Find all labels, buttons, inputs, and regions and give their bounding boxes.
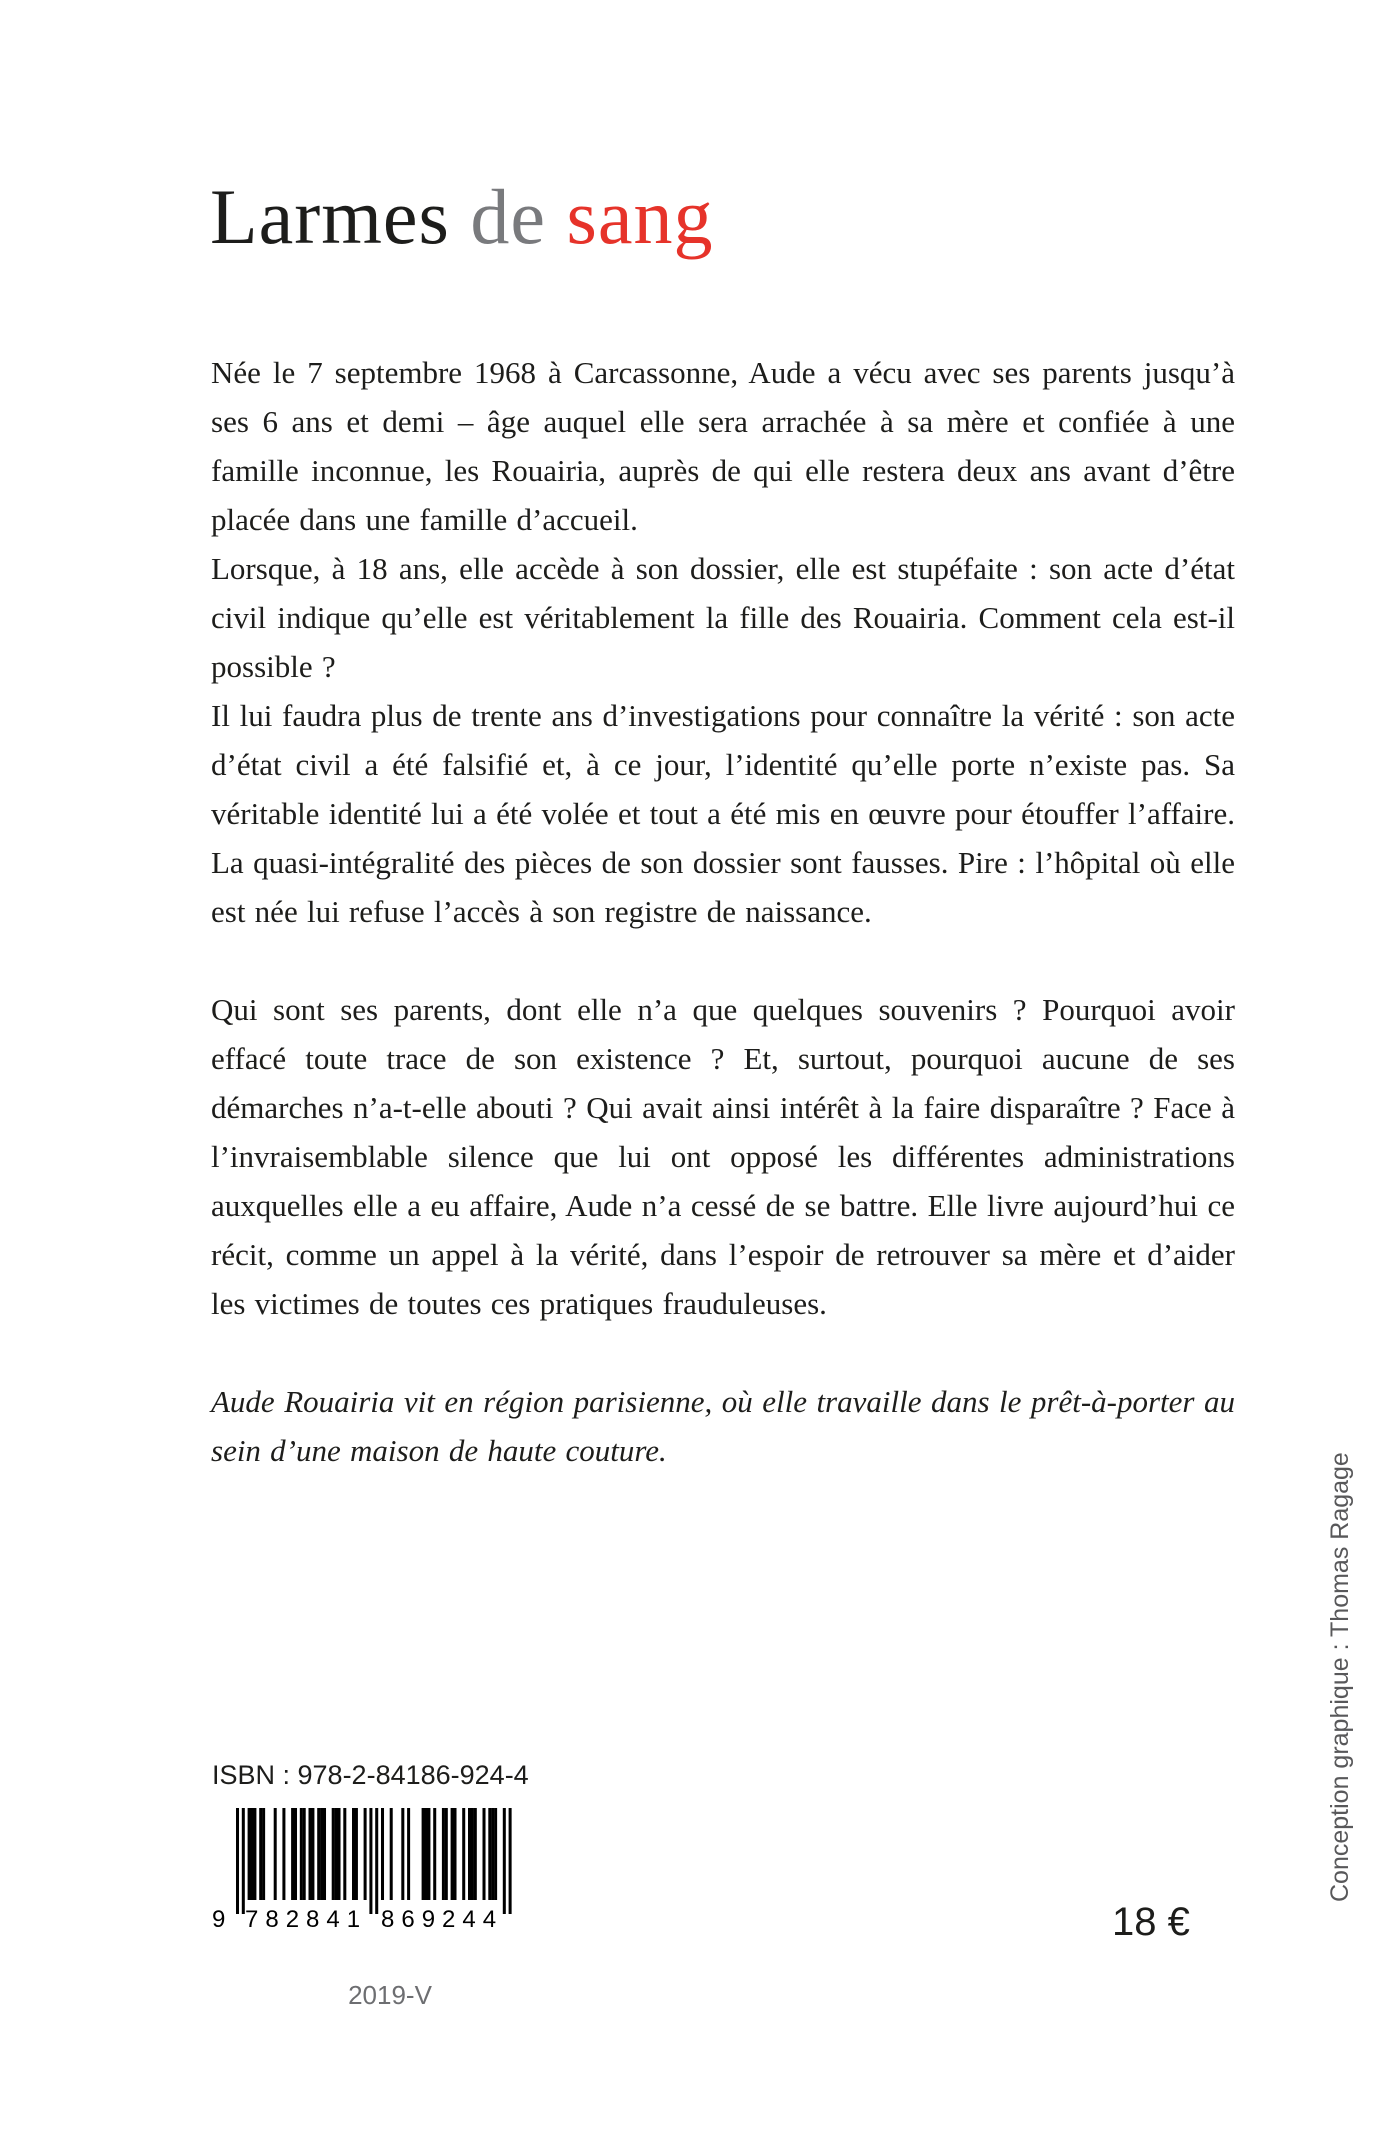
barcode-digit-group-right: 869244	[381, 1906, 504, 1933]
page-title	[210, 172, 714, 262]
barcode-digit-group-left: 782841	[245, 1906, 368, 1933]
author-bio: Aude Rouairia vit en région parisienne, où elle travaille dans le prêt-à-porter au sein d’une maison de haute couture.	[211, 1384, 1235, 1468]
paragraph-gap	[211, 1328, 1235, 1377]
barcode-digit-lead: 9	[212, 1906, 226, 1933]
price-label: 18 €	[1112, 1900, 1190, 1944]
barcode-bars	[236, 1808, 513, 1919]
title-word-de: de	[470, 173, 547, 260]
isbn-label: ISBN : 978-2-84186-924-4	[212, 1760, 529, 1790]
title-word-larmes: Larmes	[210, 173, 450, 260]
synopsis-paragraph-1: Née le 7 septembre 1968 à Carcassonne, Aude a vécu avec ses parents jusqu’à ses 6 ans et demi – âge auquel elle sera arrachée à sa mère et confiée à une famille inconnue, les Rouairia, auprès de qui elle restera deux ans avant d’être placée dans une famille d’accueil.	[211, 355, 1235, 537]
synopsis-paragraph-3: Il lui faudra plus de trente ans d’investigations pour connaître la vérité : son acte d’état civil a été falsifié et, à ce jour, l’identité qu’elle porte n’existe pas. Sa véritable identité lui a été volée et tout a été mis en œuvre pour étouffer l’affaire. La quasi-intégralité des pièces de son dossier sont fausses. Pire : l’hôpital où elle est née lui refuse l’accès à son registre de naissance.	[211, 698, 1235, 929]
synopsis-paragraph-2: Lorsque, à 18 ans, elle accède à son dossier, elle est stupéfaite : son acte d’état civil indique qu’elle est véritablement la fille des Rouairia. Comment cela est-il possible ?	[211, 551, 1235, 684]
barcode	[212, 1808, 532, 2010]
paragraph-gap	[211, 936, 1235, 985]
edition-code: 2019-V	[348, 1980, 432, 2010]
synopsis	[211, 348, 1235, 1475]
title-space-1	[450, 173, 471, 260]
synopsis-paragraph-4: Qui sont ses parents, dont elle n’a que quelques souvenirs ? Pourquoi avoir effacé toute trace de son existence ? Et, surtout, pourquoi aucune de ses démarches n’a-t-elle abouti ? Qui avait ainsi intérêt à la faire disparaître ? Face à l’invraisemblable silence que lui ont opposé les différentes administrations auxquelles elle a eu affaire, Aude n’a cessé de se battre. Elle livre aujourd’hui ce récit, comme un appel à la vérité, dans l’espoir de retrouver sa mère et d’aider les victimes de toutes ces pratiques frauduleuses.	[211, 992, 1235, 1321]
design-credit: Conception graphique : Thomas Ragage	[1326, 1452, 1354, 1902]
title-word-sang: sang	[566, 173, 714, 260]
title-space-2	[546, 173, 567, 260]
